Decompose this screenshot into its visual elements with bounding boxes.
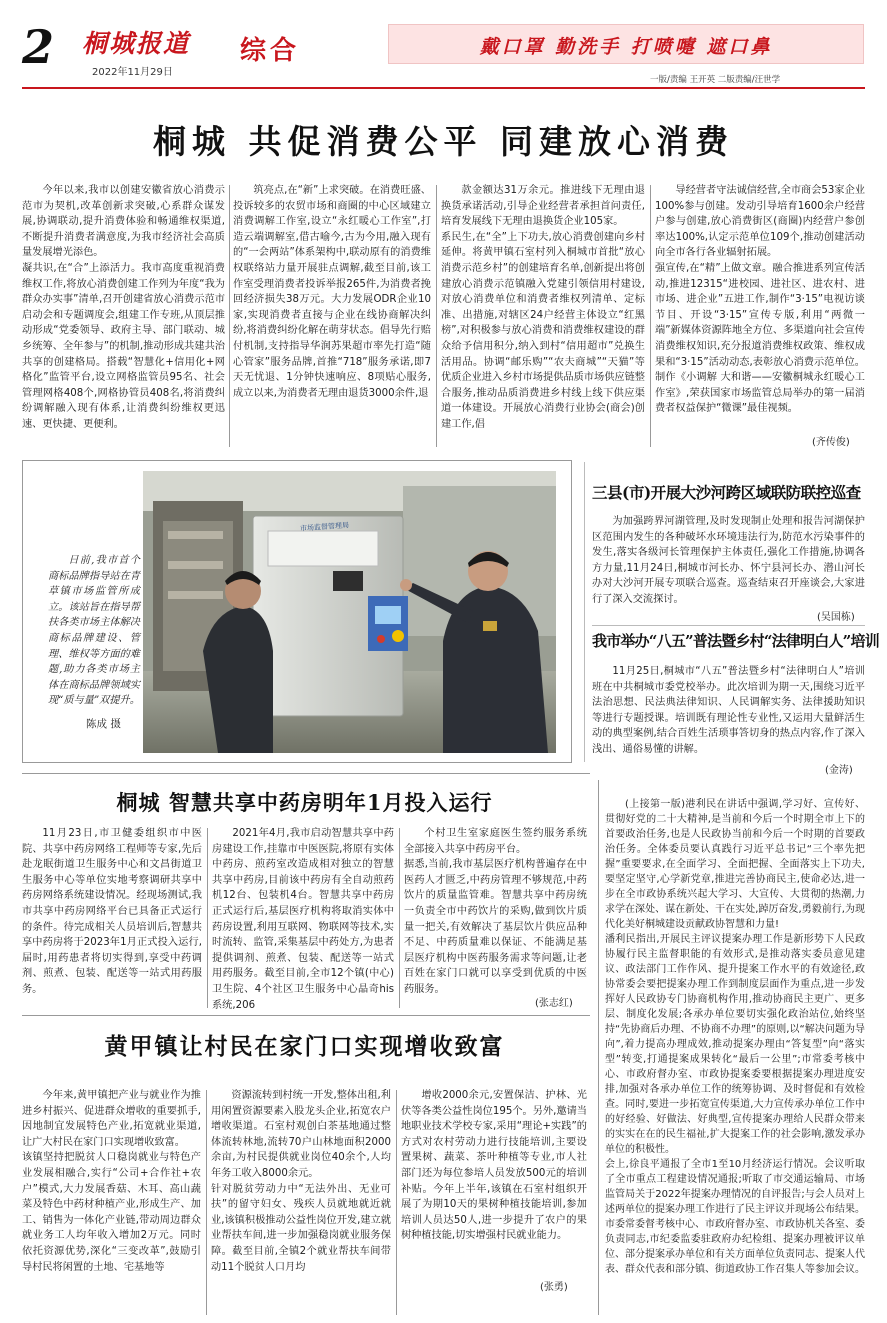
mid-divider xyxy=(22,773,590,774)
workshop-scene-illustration xyxy=(143,471,556,753)
article5-divider-2 xyxy=(396,1090,397,1315)
masthead-divider xyxy=(22,87,865,89)
article3-author: (金涛) xyxy=(825,765,853,776)
article1-col2: 筑亮点,在“新”上求突破。在消费旺盛、投诉较多的农贸市场和商圈的中心区域建立消费调解工作室,设立“永红暖心工作室”,打造云端调解室,借古喻今,古为今用,融入现有的“一会两站”体系架构中,联动原有的消费维权联络站力量开展驻点调解,截至目前,该工作室受理消费者投诉举报265件,为消费者挽回经济损失38万元。大力发展ODR企业10家,实现消费者直接与企业在线协商解决纠纷,将消费纠纷化解在萌芽状态。倡导先行赔付机制,支持指导华润苏果超市率先打造“随心管家”服务品牌,首推“718”服务承诺,即7天无忧退、1分钟快速响应、8项贴心服务,成立以来,为消费者无理由退货3000余件,退 xyxy=(233,185,431,399)
article4-divider-1 xyxy=(207,828,208,1008)
article4-col1: 11月23日,市卫健委组织市中医院、共享中药房网络工程师等专家,先后赴龙眠街道卫生服务中心和文昌街道卫生服务中心等单位实地考察调研共享中药房网络系统建设情况。经现场测试,我市共享中药房网络平台已具备正式运行的条件。待完成相关人员培训后,智慧共享中药房将于2023年1月正式投入运行,届时,用药患者将切实得到,享受中药调剂、煎煮、包装、配送等一站式用药服务。 xyxy=(22,828,202,995)
article1-divider-2 xyxy=(436,185,437,447)
photo-caption: 日前,我市首个商标品牌指导站在青草镇市场监管所成立。该站旨在指导帮扶各类市场主体解决商标品牌建设、管理、维权等方面的难题,助力各类市场主体在商标品牌领域实现“质与量”双提升。 xyxy=(48,555,140,707)
slogan-text: 戴口罩 勤洗手 打喷嚏 遮口鼻 xyxy=(479,36,773,58)
article1-col1: 今年以来,我市以创建安徽省放心消费示范市为契机,改革创新求突破,心系群众谋发展,协调联动,提升消费体验和畅通维权渠道,不断提升消费者满意度,为我市经济社会高质量发展增光添色。 凝共识,在“合”上添活力。我市高度重视消费维权工作,将放心消费创建工作列为年度“我为群众办实事”清单,召开创建省放心消费示范市启动会和专题调度会,组建工作专班,从顶层推动形成“党委领导、政府主导、部门联动、城乡统筹、全年参与”的机制,推动形成共建共治共享的创建格局。搭载“智慧化+信用化+网格化”监管平台,设立网格监管员95名、社会管理网格408个,网格协管员408名,将消费纠纷调解融入现有体系,让消费纠纷维权更迅速、更快捷、更便利。 xyxy=(22,185,225,430)
article2-body: 为加强跨界河湖管理,及时发现制止处理和报告河湖保护区范围内发生的各种破坏水环境违法行为,防范水污染事件的发生,落实各级河长管理保护主体责任,强化工作措施,协调各方力量,11月24日,桐城市河长办、怀宁县河长办、潜山河长办对大沙河开展专项联合巡查。巡查结束召开座谈会,大家进行了深入交流探讨。 xyxy=(592,516,865,605)
article4-col3: 个村卫生室家庭医生签约服务系统全部接入共享中药房平台。 据悉,当前,我市基层医疗机构普遍存在中医药人才匮乏,中药房管理不够规范,中药饮片的质量监管难。智慧共享中药房统一负责全市中药饮片的采购,做到饮片质量一把关,有效解决了基层饮片供应品种不足、中药质量难以保证、不能满足基层医疗机构中医药服务需求等问题,让老百姓在家门口就可以享受到优质的中医药服务。 xyxy=(404,828,587,995)
article4-col2: 2021年4月,我市启动智慧共享中药房建设工作,挂靠市中医医院,将原有实体中药房、煎药室改造成相对独立的智慧共享中药房,目前该中药房有全自动煎药机12台、包装机4台。智慧共享中药房正式运行后,基层医疗机构将取消实体中药房设置,利用互联网、物联网等技术,实时流转、监管,采集基层中药处方,为患者提供调剂、煎煮、包装、配送等一站式用药服务。截至目前,全市12个镇(中心)卫生院、4个社区卫生服务中心晶奇his系统,206 xyxy=(212,828,394,1011)
article2-headline: 三县(市)开展大沙河跨区域联防联控巡查 xyxy=(592,483,861,502)
article1-col4: 导经营者守法诚信经营,全市商会53家企业100%参与创建。发动引导培育1600余户经营户参与创建,放心消费街区(商圈)内经营户参创率达100%,认定示范单位109个,推动创建活动向全市各行各业辐射拓展。 强宣传,在“精”上做文章。融合推进系列宣传活动,推进12315“进校园、进社区、进农村、进市场、进企业”五进工作,制作“3·15”电视访谈节目、开设“3·15”宣传专版,利用“两微一端”新媒体资源阵地全方位、多渠道向社会宣传消费维权知识,充分报道消费维权政策、维权成果和“3·15”活动动态,表彰放心消费示范单位。制作《小调解 大和谐——安徽桐城永红暖心工作室》,荣获国家市场监管总局举办的第一届消费者权益保护“微课”最佳视频。 xyxy=(655,185,865,415)
article1-divider-3 xyxy=(650,185,651,447)
editor-credits: 一版/责编 王开英 二版责编/汪世学 xyxy=(650,75,781,85)
article6-body: (上接第一版)港利民在讲话中强调,学习好、宣传好、贯彻好党的二十大精神,是当前和今后一个时期全市上下的首要政治任务,也是人民政协当前和今后一个时期的首要政治任务。全体委员要认真践行习近平总书记“三个率先把握”重要要求,在全面学习、全面把握、全面落实上下功夫,要坚定坚守,心学新党章,推进完善协商民主,使命必达,进一步在全市政协系统兴起大学习、大宣传、大贯彻的热潮,力求学在深处、谋在新处、干在实处,踔厉奋发,勇毅前行,为现代化美好桐城建设贡献政协智慧和力量! 潘利民指出,开展民主评议提案办理工作是新形势下人民政协履行民主监督职能的有效形式,是推动落实委员意见建议、政法部门工作作风、提升提案工作水平的有效途径,政协常委会要把提案办理工作到制度层面作为重点,进一步发挥好人民政协专门协商机构作用,推动协商民主更广、更多层、制度化发展;各承办单位要切实强化政治站位,始终坚持“先协商后办理、不协商不办理”的原则,以“解决问题为导向”,着力提高办理成效,推动提案办理由“答复型”向“落实型”转变,打通提案成果转化“最后一公里”;市常委考核中心、市政府督办室、市政协提案委要根据提案办理进度安排,加强对各承办单位工作的统筹协调、及时督促和有效检查。同时,要进一步拓宽宣传渠道,大力宣传承办单位工作中的好经验、好做法、好典型,宣传提案办理给人民群众带来的实实在在的民生福祉,扩大提案工作的社会影响,激发承办单位的积极性。 会上,徐良平通报了全市1至10月经济运行情况。会议听取了全市重点工程建设情况通报;听取了市交通运输局、市场监管局关于2022年提案办理情况的自评报告;与会人员对上述两单位的提案办理工作进行了民主评议并现场公布结果。 市委常委督考核中心、市政府督办室、市政协机关各室、委负责同志,市纪委监委驻政府办纪检组、提案办理被评议单位、部分提案承办单位和有关方面单位负责同志、提案人代表、群众代表和部分镇、街道政协工作召集人等参加会议。 xyxy=(605,799,865,1275)
article5-headline: 黄甲镇让村民在家门口实现增收致富 xyxy=(104,1033,505,1060)
photo-board-label: 市场监督管理局 xyxy=(299,521,350,533)
section-label: 综合 xyxy=(240,36,301,66)
continuation-left-border xyxy=(598,780,599,1315)
page-number: 2 xyxy=(22,20,55,74)
news-photo xyxy=(143,471,556,753)
article3-body: 11月25日,桐城市“八五”普法暨乡村“法律明白人”培训班在中共桐城市委党校举办。此次培训为期一天,围绕习近平法治思想、民法典法律知识、人民调解实务、法律援助知识等进行专题授课。培训既有理论性专业性,又运用大量鲜活生动的典型案例,结合百姓生活琐事答切身的热点内容,作了深入浅出、通俗易懂的讲解。 xyxy=(592,666,865,755)
article2-author: (吴国栋) xyxy=(817,612,855,623)
article5-divider-1 xyxy=(206,1090,207,1315)
lower-divider xyxy=(22,1015,590,1016)
photo-right-divider xyxy=(584,462,585,762)
article1-headline: 桐城 共促消费公平 同建放心消费 xyxy=(153,122,734,161)
article5-author: (张勇) xyxy=(540,1282,568,1293)
article1-author: (齐传俊) xyxy=(812,437,850,448)
article5-col2: 资源流转到村统一开发,整体出租,利用闲置资源要素入股龙头企业,拓宽农户增收渠道。石室村观创白茶基地通过整体流转林地,流转70户山林地面积2000余亩,为村民提供就业岗位40余个,人均年务工收入8000余元。 针对脱贫劳动力中“无法外出、无业可扶”的留守妇女、残疾人员就地就近就业,该镇积极推动公益性岗位开发,建立就业帮扶车间,进一步加强稳岗就业服务保障。截至目前,全镇2个就业帮扶车间带动11个脱贫人口月均 xyxy=(211,1090,391,1273)
issue-date: 2022年11月29日 xyxy=(92,67,173,78)
article2-3-divider xyxy=(592,625,865,626)
article1-divider-1 xyxy=(229,185,230,447)
newspaper-logo: 桐城报道 xyxy=(82,29,191,58)
photo-credit: 陈成 摄 xyxy=(86,718,121,730)
article4-divider-2 xyxy=(399,828,400,1008)
article5-col3: 增收2000余元,安置保洁、护林、光伏等各类公益性岗位195个。另外,邀请当地职业技术学校专家,采用“理论+实践”的方式对农村劳动力进行技能培训,主要设置果树、蔬菜、茶叶种植等专业,市人社部门还为每位参培人员发放500元的培训补贴。今年上半年,该镇在石室村组织开展了为期10天的果树种植技能培训,参加培训人员达50人,进一步提升了农户的果树种植技能,切实增强村民就业能力。 xyxy=(401,1090,587,1242)
article4-author: (张志红) xyxy=(535,998,573,1009)
article5-col1: 今年来,黄甲镇把产业与就业作为推进乡村振兴、促进群众增收的重要抓手,因地制宜发展特色产业,拓宽就业渠道,让广大村民在家门口实现增收致富。 该镇坚持把脱贫人口稳岗就业与特色产业发展相融合,实行“公司+合作社+农户”模式,大力发展香菇、木耳、高山蔬菜及特色中药材种植产业,形成生产、加工、销售为一体化产业链,带动周边群众就业务工人均年收入增加2万元。同时依托资源优势,深化“三变改革”,鼓励引导村民将闲置的土地、宅基地等 xyxy=(22,1090,201,1273)
article3-headline: 我市举办“八五”普法暨乡村“法律明白人”培训 xyxy=(592,632,879,650)
article1-col3: 款金额达31万余元。推进线下无理由退换货承诺活动,引导企业经营者承担首问责任,培育发展线下无理由退换货企业105家。 系民生,在“全”上下功夫,放心消费创建向乡村延伸。将黄甲镇石室村列入桐城市首批“放心消费示范乡村”的创建培育名单,创新提出将创建放心消费示范镇融入党建引领信用村建设,对放心消费单位和消费者维权列清单、定标准、出措施,对辖区24户经营主体设立“红黑榜”,对积极参与放心消费和消费维权建设的群众给予信用积分,纳入到村“信用超市”兑换生活用品。协调“邮乐购”“农夫商城”“天猫”等优质企业进入乡村市场提供品质市场供应链整合服务,推动品质消费进乡村线上线下供应渠道一体建设。开展放心消费行业协会(商会)创建工作,倡 xyxy=(441,185,645,430)
article4-headline: 桐城 智慧共享中药房明年1月投入运行 xyxy=(116,790,493,815)
